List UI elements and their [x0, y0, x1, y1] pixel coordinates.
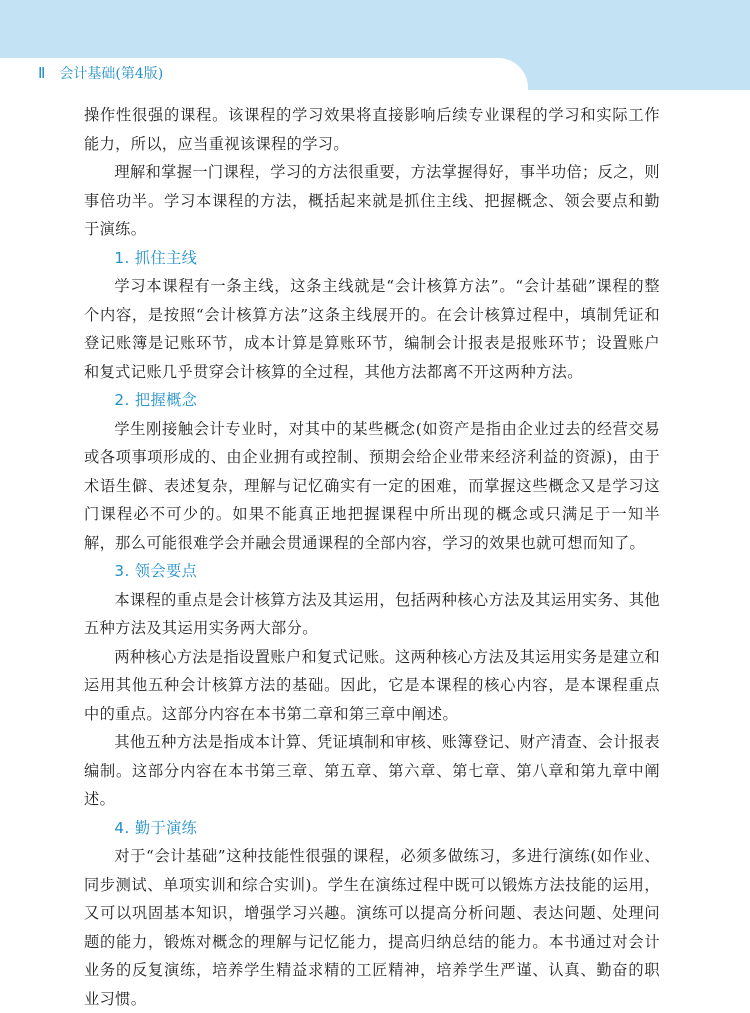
paragraph-key-points-2: 两种核心方法是指设置账户和复式记账。这两种核心方法及其运用实务是建立和运用其他五种会计核算方法的基础。因此，它是本课程的核心内容，是本课程重点中的重点。这部分内容在本书第二章和第三章中阐述。: [84, 647, 660, 723]
paragraph-method-overview: 理解和掌握一门课程，学习的方法很重要，方法掌握得好，事半功倍；反之，则事倍功半。学习本课程的方法，概括起来就是抓住主线、把握概念、领会要点和勤于演练。: [84, 163, 660, 238]
book-title: 会计基础(第4版): [59, 66, 164, 82]
running-header: [38, 64, 163, 84]
paragraph-main-line: 学习本课程有一条主线，这条主线就是“会计核算方法”。“会计基础”课程的整个内容，是按照“会计核算方法”这条主线展开的。在会计核算过程中，填制凭证和登记账簿是记账环节，成本计算是算账环节，编制会计报表是报账环节；设置账户和复式记账几乎贯穿会计核算的全过程，其他方法都离不开这两种方法。: [84, 277, 660, 381]
paragraph-key-points-3: 其他五种方法是指成本计算、凭证填制和审核、账簿登记、财产清查、会计报表编制。这部分内容在本书第三章、第五章、第六章、第七章、第八章和第九章中阐述。: [84, 733, 660, 808]
paragraph-continued: 操作性很强的课程。该课程的学习效果将直接影响后续专业课程的学习和实际工作能力，所以，应当重视该课程的学习。: [84, 106, 660, 153]
paragraph-concepts: 学生刚接触会计专业时，对其中的某些概念(如资产是指由企业过去的经营交易或各项事项形成的、由企业拥有或控制、预期会给企业带来经济利益的资源)，由于术语生僻、表述复杂，理解与记忆确实有一定的困难，而掌握这些概念又是学习这门课程必不可少的。如果不能真正地把握课程中所出现的概念或只满足于一知半解，那么可能很难学会并融会贯通课程的全部内容，学习的效果也就可想而知了。: [84, 419, 660, 552]
paragraph-key-points-1: 本课程的重点是会计核算方法及其运用，包括两种核心方法及其运用实务、其他五种方法及其运用实务两大部分。: [84, 590, 660, 637]
section-heading-key-points: 3. 领会要点: [114, 562, 198, 580]
section-heading-concepts: 2. 把握概念: [114, 391, 198, 409]
section-heading-main-line: 1. 抓住主线: [114, 248, 198, 267]
page-body: [84, 101, 660, 1013]
section-heading-practice: 4. 勤于演练: [114, 818, 198, 837]
page-number: Ⅱ: [38, 66, 46, 82]
paragraph-practice: 对于“会计基础”这种技能性很强的课程，必须多做练习，多进行演练(如作业、同步测试、单项实训和综合实训)。学生在演练过程中既可以锻炼方法技能的运用，又可以巩固基本知识，增强学习兴趣。演练可以提高分析问题、表达问题、处理问题的能力，锻炼对概念的理解与记忆能力，提高归纳总结的能力。本书通过对会计业务的反复演练，培养学生精益求精的工匠精神，培养学生严谨、认真、勤奋的职业习惯。: [84, 847, 660, 1008]
